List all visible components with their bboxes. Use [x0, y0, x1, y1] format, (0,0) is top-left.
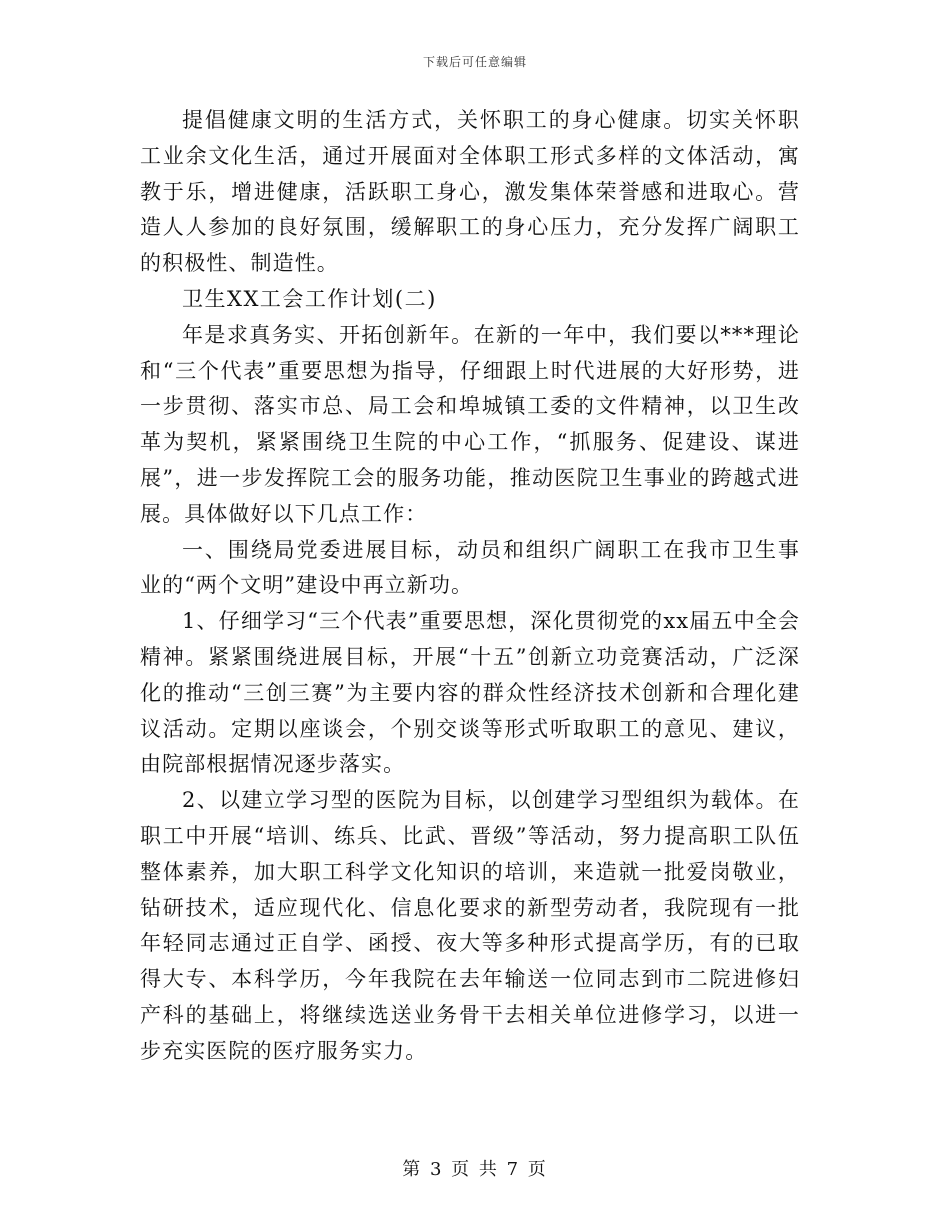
- section-heading: 卫生XX工会工作计划(二): [182, 286, 437, 311]
- paragraph-health-lifestyle: 提倡健康文明的生活方式，关怀职工的身心健康。切实关怀职工业余文化生活，通过开展面对全体职工形式多样的文体活动，寓教于乐，增进健康，活跃职工身心，激发集体荣誉感和进取心。营造人人参加的良好氛围，缓解职工的身心压力，充分发挥广阔职工的积极性、制造性。: [140, 108, 800, 276]
- page-number: 第 3 页 共 7 页: [402, 1159, 548, 1180]
- paragraph-point-one: 一、围绕局党委进展目标，动员和组织广阔职工在我市卫生事业的“两个文明”建设中再立新功。: [140, 537, 800, 598]
- document-body: [140, 103, 800, 1070]
- paragraph-intro: 年是求真务实、开拓创新年。在新的一年中，我们要以***理论和“三个代表”重要思想为指导，仔细跟上时代进展的大好形势，进一步贯彻、落实市总、局工会和埠城镇工委的文件精神，以卫生改革为契机，紧紧围绕卫生院的中心工作，“抓服务、促建设、谋进展”，进一步发挥院工会的服务功能，推动医院卫生事业的跨越式进展。具体做好以下几点工作：: [140, 322, 800, 526]
- paragraph-item-2: 2、以建立学习型的医院为目标，以创建学习型组织为载体。在职工中开展“培训、练兵、比武、晋级”等活动，努力提高职工队伍整体素养，加大职工科学文化知识的培训，来造就一批爱岗敬业，钻研技术，适应现代化、信息化要求的新型劳动者，我院现有一批年轻同志通过正自学、函授、夜大等多种形式提高学历，有的已取得大专、本科学历，今年我院在去年输送一位同志到市二院进修妇产科的基础上，将继续选送业务骨干去相关单位进修学习，以进一步充实医院的医疗服务实力。: [140, 788, 800, 1063]
- page-header: 下载后可任意编辑: [422, 55, 527, 69]
- paragraph-item-1: 1、仔细学习“三个代表”重要思想，深化贯彻党的xx届五中全会精神。紧紧围绕进展目标，开展“十五”创新立功竞赛活动，广泛深化的推动“三创三赛”为主要内容的群众性经济技术创新和合理化建议活动。定期以座谈会，个别交谈等形式听取职工的意见、建议，由院部根据情况逐步落实。: [140, 609, 800, 777]
